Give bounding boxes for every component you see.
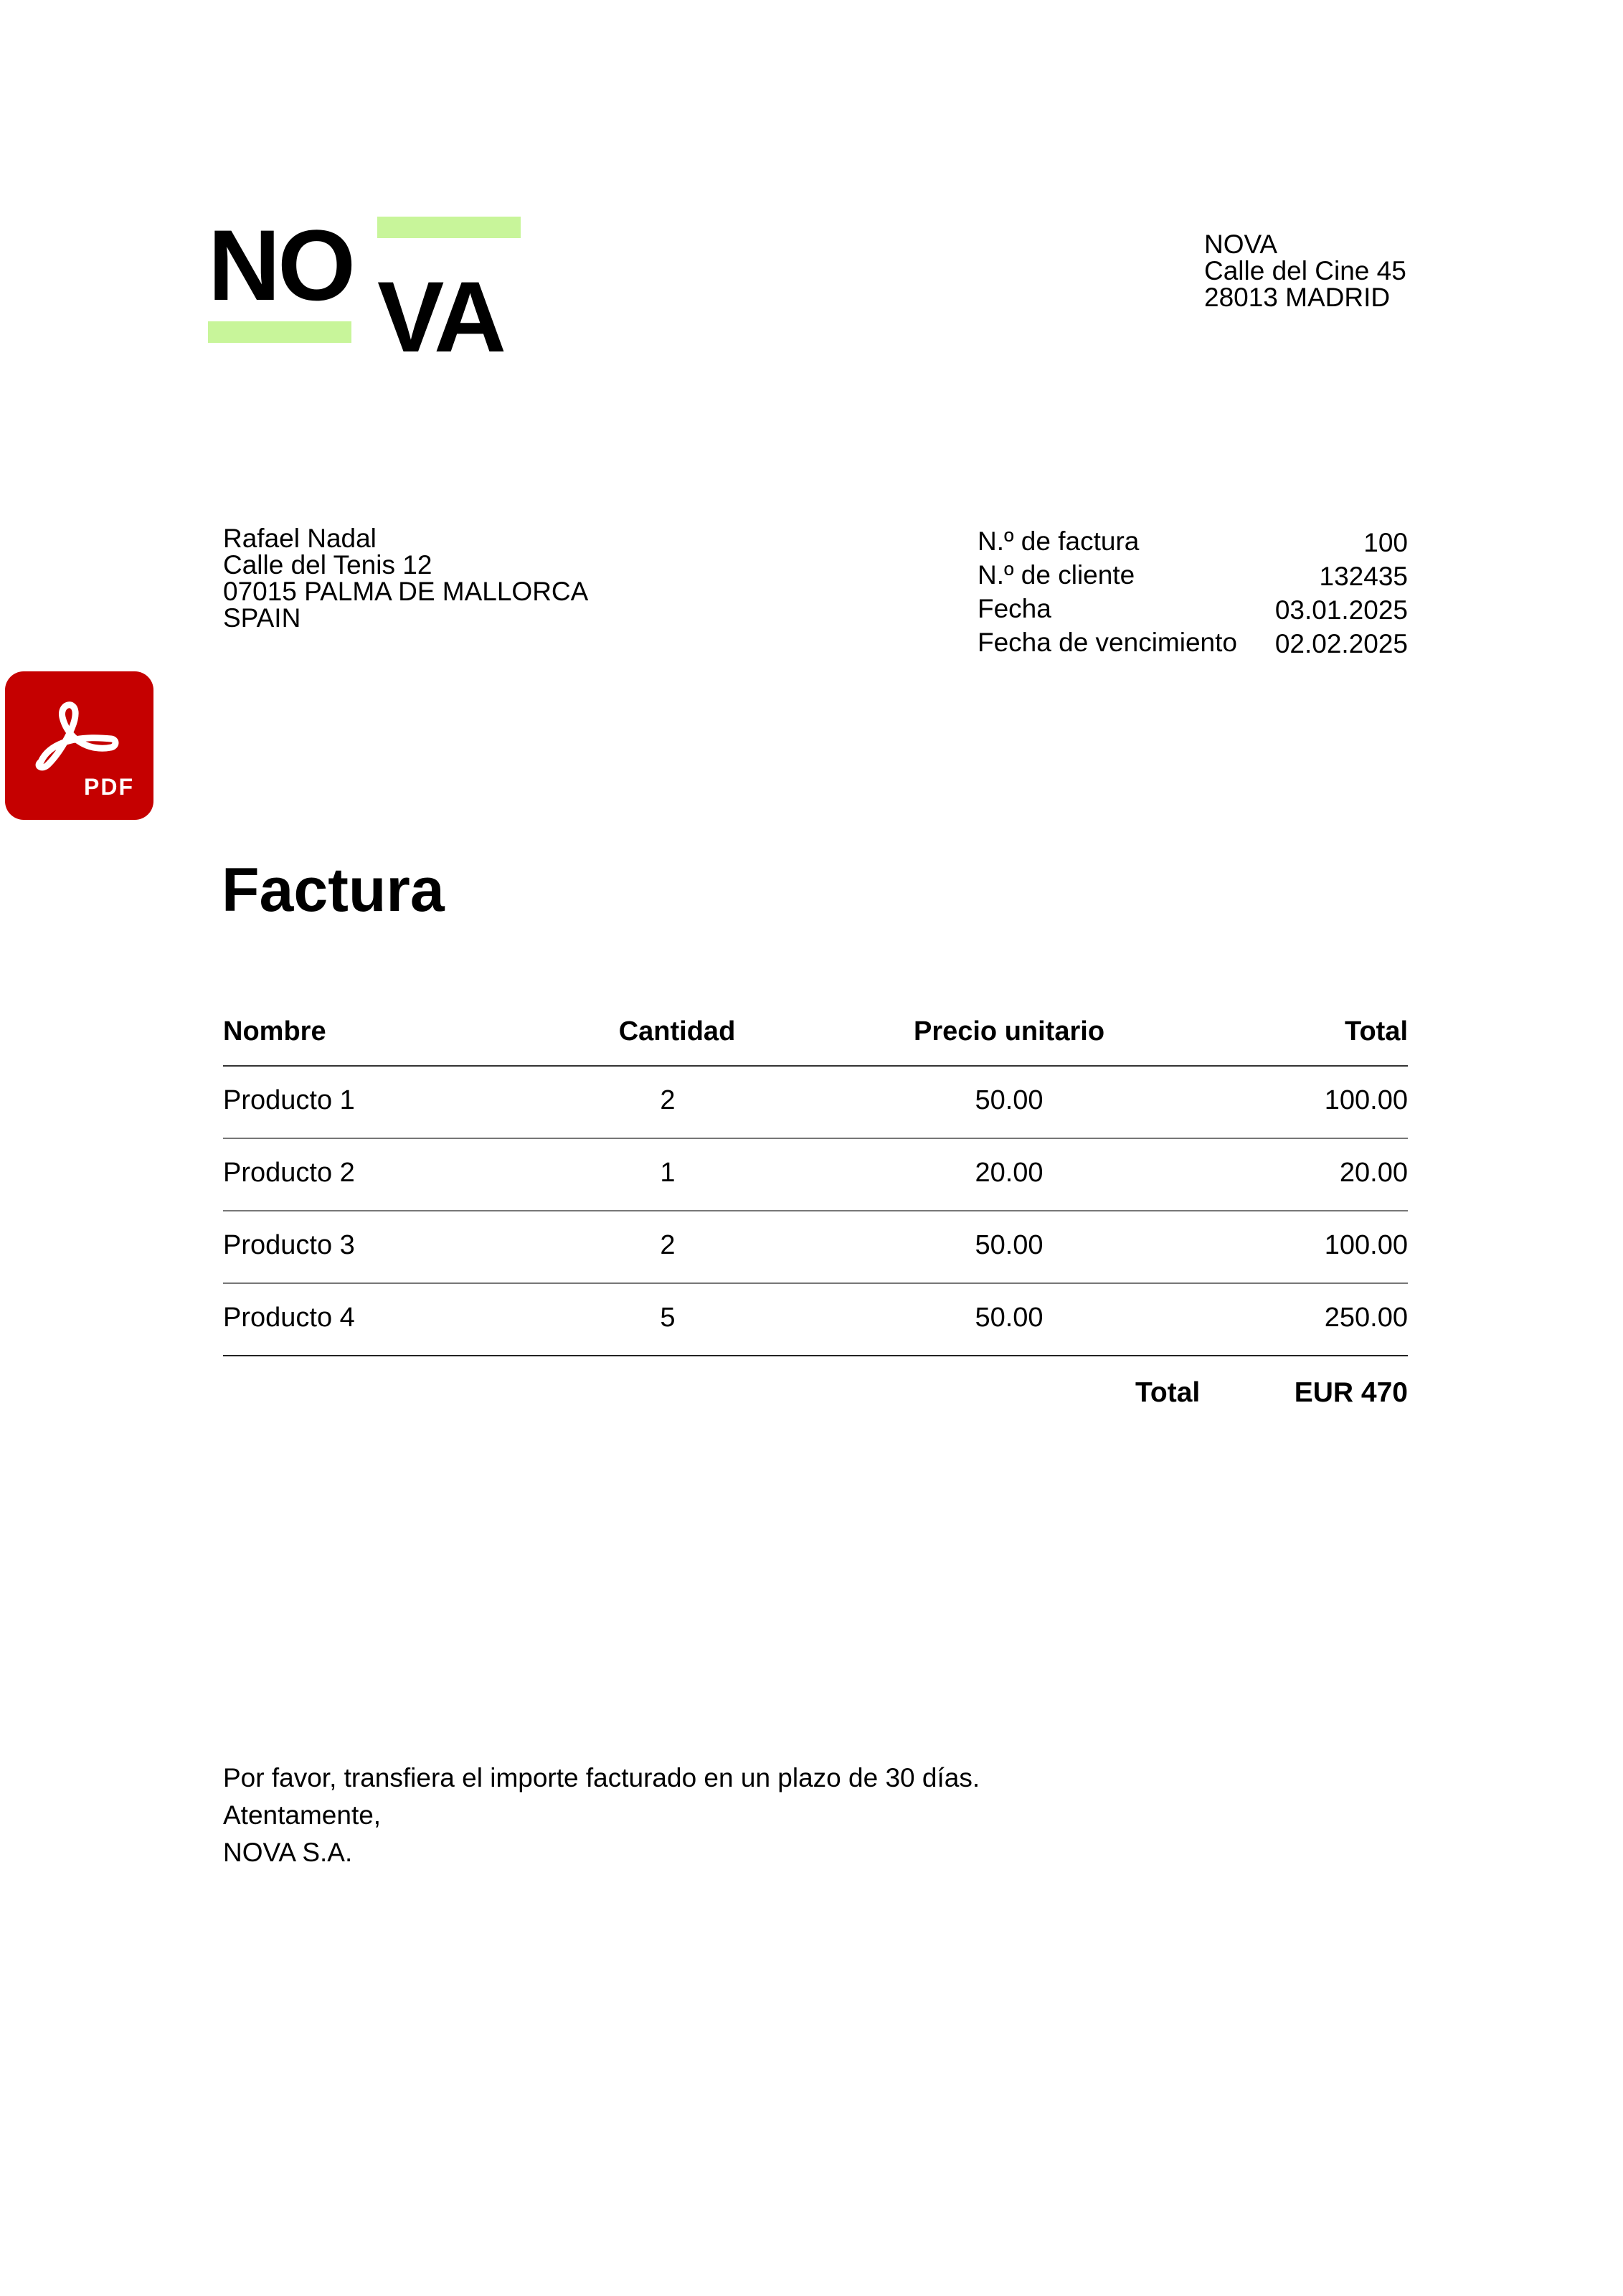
header-unit-price: Precio unitario <box>913 1016 1105 1047</box>
payment-instruction: Por favor, transfiera el importe facturado en un plazo de 30 días. <box>223 1763 980 1792</box>
closing-signature: NOVA S.A. <box>223 1838 353 1867</box>
meta-value: 132435 <box>1319 562 1408 591</box>
header-name: Nombre <box>223 1016 326 1047</box>
item-unit-price: 20.00 <box>975 1158 1044 1188</box>
items-header-row <box>223 1008 1408 1067</box>
item-unit-price: 50.00 <box>975 1085 1044 1115</box>
sender-name: NOVA <box>1204 230 1278 259</box>
closing-salutation: Atentamente, <box>223 1800 382 1830</box>
meta-row-customer-number <box>978 560 1408 594</box>
item-unit-price: 50.00 <box>975 1303 1044 1333</box>
item-quantity: 1 <box>660 1158 676 1188</box>
item-total: 100.00 <box>1324 1230 1408 1260</box>
meta-value: 03.01.2025 <box>1274 595 1408 625</box>
recipient-name: Rafael Nadal <box>223 524 377 553</box>
pdf-badge[interactable] <box>5 671 153 820</box>
table-row <box>223 1139 1408 1211</box>
pdf-badge-label: PDF <box>84 774 134 800</box>
meta-label: N.º de cliente <box>978 560 1135 590</box>
item-name: Producto 3 <box>223 1230 355 1260</box>
grand-total-label: Total <box>1135 1377 1201 1408</box>
header-quantity: Cantidad <box>618 1016 736 1047</box>
meta-row-invoice-number <box>978 526 1408 560</box>
meta-row-date <box>978 594 1408 628</box>
item-total: 250.00 <box>1324 1303 1408 1333</box>
item-name: Producto 4 <box>223 1303 355 1333</box>
meta-label: N.º de factura <box>978 526 1140 556</box>
meta-value: 100 <box>1363 528 1408 557</box>
invoice-meta <box>978 526 1408 661</box>
meta-label: Fecha <box>978 594 1051 623</box>
acrobat-pdf-icon <box>32 696 126 775</box>
table-row <box>223 1284 1408 1356</box>
item-quantity: 5 <box>660 1303 676 1333</box>
sender-address <box>1204 231 1406 311</box>
table-row <box>223 1067 1408 1139</box>
sender-street: Calle del Cine 45 <box>1204 256 1406 285</box>
recipient-address <box>223 525 588 631</box>
item-total: 20.00 <box>1339 1158 1408 1188</box>
items-table <box>223 1008 1408 1356</box>
header-total: Total <box>1345 1016 1408 1047</box>
logo-accent-bar-bottom <box>208 321 351 343</box>
document-title: Factura <box>222 856 445 925</box>
item-quantity: 2 <box>660 1085 676 1115</box>
logo-text-line1: NO <box>208 209 353 321</box>
logo-text-line2: VA <box>377 260 504 373</box>
meta-row-due-date <box>978 628 1408 661</box>
recipient-country: SPAIN <box>223 603 301 633</box>
item-total: 100.00 <box>1324 1085 1408 1115</box>
recipient-city: 07015 PALMA DE MALLORCA <box>223 577 589 606</box>
sender-city: 28013 MADRID <box>1204 283 1391 312</box>
recipient-street: Calle del Tenis 12 <box>223 550 432 580</box>
table-row <box>223 1211 1408 1284</box>
meta-value: 02.02.2025 <box>1274 629 1408 658</box>
item-quantity: 2 <box>660 1230 676 1260</box>
item-name: Producto 2 <box>223 1158 355 1188</box>
item-name: Producto 1 <box>223 1085 355 1115</box>
company-logo <box>208 209 524 373</box>
grand-total-value: EUR 470 <box>1294 1377 1408 1408</box>
closing-note <box>223 1759 980 1871</box>
logo-accent-bar-top <box>377 217 521 238</box>
item-unit-price: 50.00 <box>975 1230 1044 1260</box>
meta-label: Fecha de vencimiento <box>978 628 1237 657</box>
